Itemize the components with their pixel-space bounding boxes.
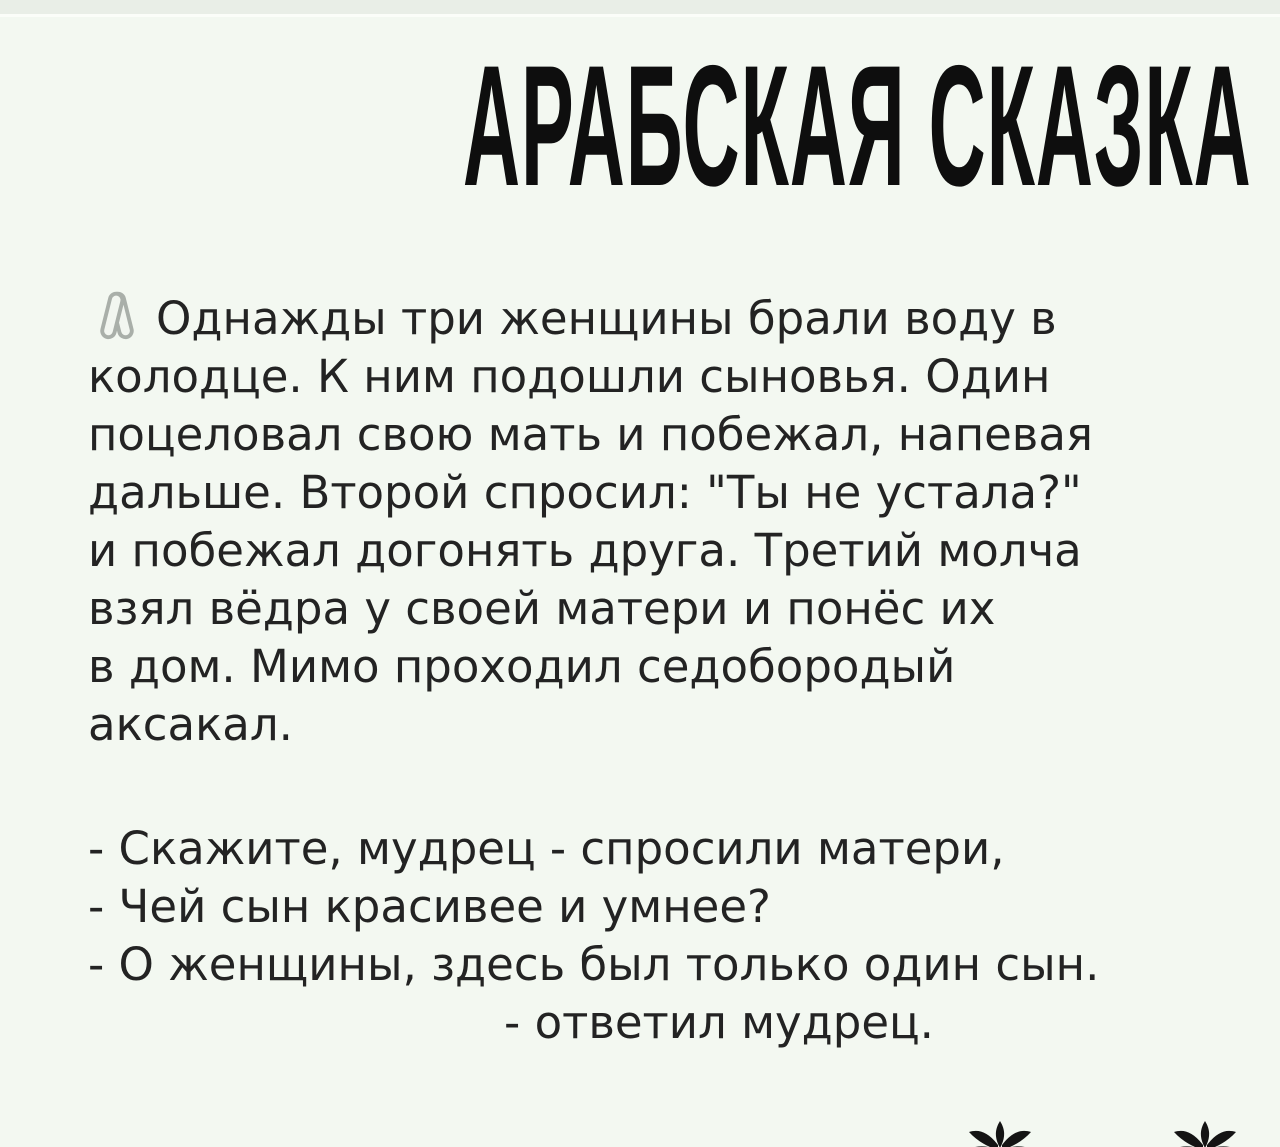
paragraph-line-text: Однажды три женщины брали воду в <box>156 292 1057 345</box>
paragraph-line: дальше. Второй спросил: "Ты не устала?" <box>88 466 1082 519</box>
paragraph-line <box>88 288 1198 348</box>
paragraph-line: поцеловал свою мать и побежал, напевая <box>88 408 1093 461</box>
story-text <box>88 288 1198 1052</box>
dialogue-line: - О женщины, здесь был только один сын. <box>88 938 1100 991</box>
paragraph-line: в дом. Мимо проходил седобородый <box>88 640 956 693</box>
paragraph-line: колодце. К ним подошли сыновья. Один <box>88 350 1051 403</box>
paragraph-line: аксакал. <box>88 698 293 751</box>
folded-hands-icon <box>88 288 146 344</box>
dialogue-line: - ответил мудрец. <box>504 996 934 1049</box>
top-divider <box>0 14 1280 17</box>
dialogue-block <box>88 820 1198 1052</box>
floral-ornament-icon <box>958 1121 1042 1147</box>
dialogue-line: - Скажите, мудрец - спросили матери, <box>88 822 1005 875</box>
paragraph-line: и побежал догонять друга. Третий молча <box>88 524 1082 577</box>
dialogue-line: - Чей сын красивее и умнее? <box>88 880 771 933</box>
page-title <box>0 30 1280 222</box>
paragraph-line: взял вёдра у своей матери и понёс их <box>88 582 996 635</box>
top-band <box>0 0 1280 14</box>
floral-ornament-icon <box>1163 1121 1247 1147</box>
page-title-text: АРАБСКАЯ СКАЗКА <box>462 30 1252 222</box>
